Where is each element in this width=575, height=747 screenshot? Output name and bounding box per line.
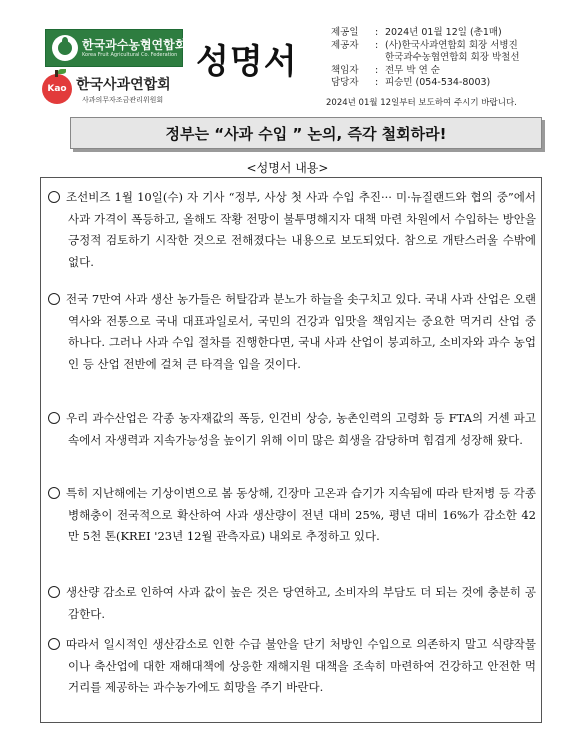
apple-federation-logo xyxy=(42,74,190,110)
meta-row: 제공자 : (사)한국사과연합회 회장 서병진 xyxy=(331,39,518,51)
coop-name-en: Korea Fruit Agricultural Co. Federation xyxy=(82,51,178,58)
paragraph: 우리 과수산업은 각종 농자재값의 폭등, 인건비 상승, 농촌인력의 고령화 등 FTA의 거센 파고 속에서 자생력과 지속가능성을 높이기 위해 이미 많은 희생을 감당하며 힘겹게 성장해 왔다. xyxy=(48,408,536,451)
paragraph: 전국 7만여 사과 생산 농가들은 허탈감과 분노가 하늘을 솟구치고 있다. 국내 사과 산업은 오랜 역사와 전통으로 국내 대표과일로서, 국민의 건강과 입맛을 책임지는 중요한 먹거리 산업 중 하나다. 그러나 사과 수입 절차를 진행한다면, 국내 사과 산업이 붕괴하고, 소비자와 과수 농업인 등 산업 전반에 걸쳐 큰 타격을 입을 것이다. xyxy=(48,289,536,375)
paragraph: 따라서 일시적인 생산감소로 인한 수급 불안을 단기 처방인 수입으로 의존하지 말고 식량작물이나 축산업에 대한 재해대책에 상응한 재해지원 대책을 조속히 마련하여 건강하고 안전한 먹거리를 제공하는 과수농가에도 희망을 주기 바란다. xyxy=(48,634,536,699)
coop-emblem-icon xyxy=(52,35,78,61)
circle-bullet-icon xyxy=(48,586,60,598)
circle-bullet-icon xyxy=(48,191,60,203)
farmers-coop-logo xyxy=(45,29,187,67)
circle-bullet-icon xyxy=(48,638,60,650)
kao-badge: Kao xyxy=(47,84,67,94)
circle-bullet-icon xyxy=(48,412,60,424)
section-title: <성명서 내용> xyxy=(246,161,329,175)
apple-federation-subtitle: 사과의무자조금관리위원회 xyxy=(82,96,164,104)
meta-row: 담당자 : 피승민 (054-534-8003) xyxy=(331,77,491,88)
document-meta xyxy=(331,27,520,90)
document-title: 성명서 xyxy=(196,42,298,82)
paragraph: 조선비즈 1월 10일(수) 자 기사 “정부, 사상 첫 사과 수입 추진··· 미·뉴질랜드와 협의 중”에서 사과 가격이 폭등하고, 올해도 작황 전망이 불투명해지자 대책 마련 차원에서 수입하는 방안을 긍정적 검토하기 시작한 것으로 전해졌다는 내용으로 보도되었다. 참으로 개탄스러울 수밖에 없다. xyxy=(48,187,536,273)
paragraph: 특히 지난해에는 기상이변으로 봄 동상해, 긴장마 고온과 습기가 지속됨에 따라 탄저병 등 각종 병해충이 전국적으로 확산하여 사과 생산량이 전년 대비 25%, 평년 대비 16%가 감소한 42만 5천 톤(KREI '23년 12월 관측자료) 내외로 추정하고 있다. xyxy=(48,483,536,548)
meta-row: 한국과수농협연합회 회장 박철선 xyxy=(385,52,520,63)
apple-federation-name: 한국사과연합회 xyxy=(76,77,171,93)
paragraph: 생산량 감소로 인하여 사과 값이 높은 것은 당연하고, 소비자의 부담도 더 되는 것에 충분히 공감한다. xyxy=(48,582,536,625)
headline-banner: 정부는 “사과 수입 ” 논의, 즉각 철회하라! xyxy=(70,117,542,149)
meta-row: 책임자 : 전무 박 연 순 xyxy=(331,64,440,76)
circle-bullet-icon xyxy=(48,293,60,305)
coop-name-ko: 한국과수농협연합회 xyxy=(82,37,187,52)
document-header xyxy=(0,0,575,110)
release-note: 2024년 01월 12일부터 보도하여 주시기 바랍니다. xyxy=(326,98,517,108)
meta-row: 제공일 : 2024년 01월 12일 (총1매) xyxy=(331,27,502,38)
circle-bullet-icon xyxy=(48,487,60,499)
